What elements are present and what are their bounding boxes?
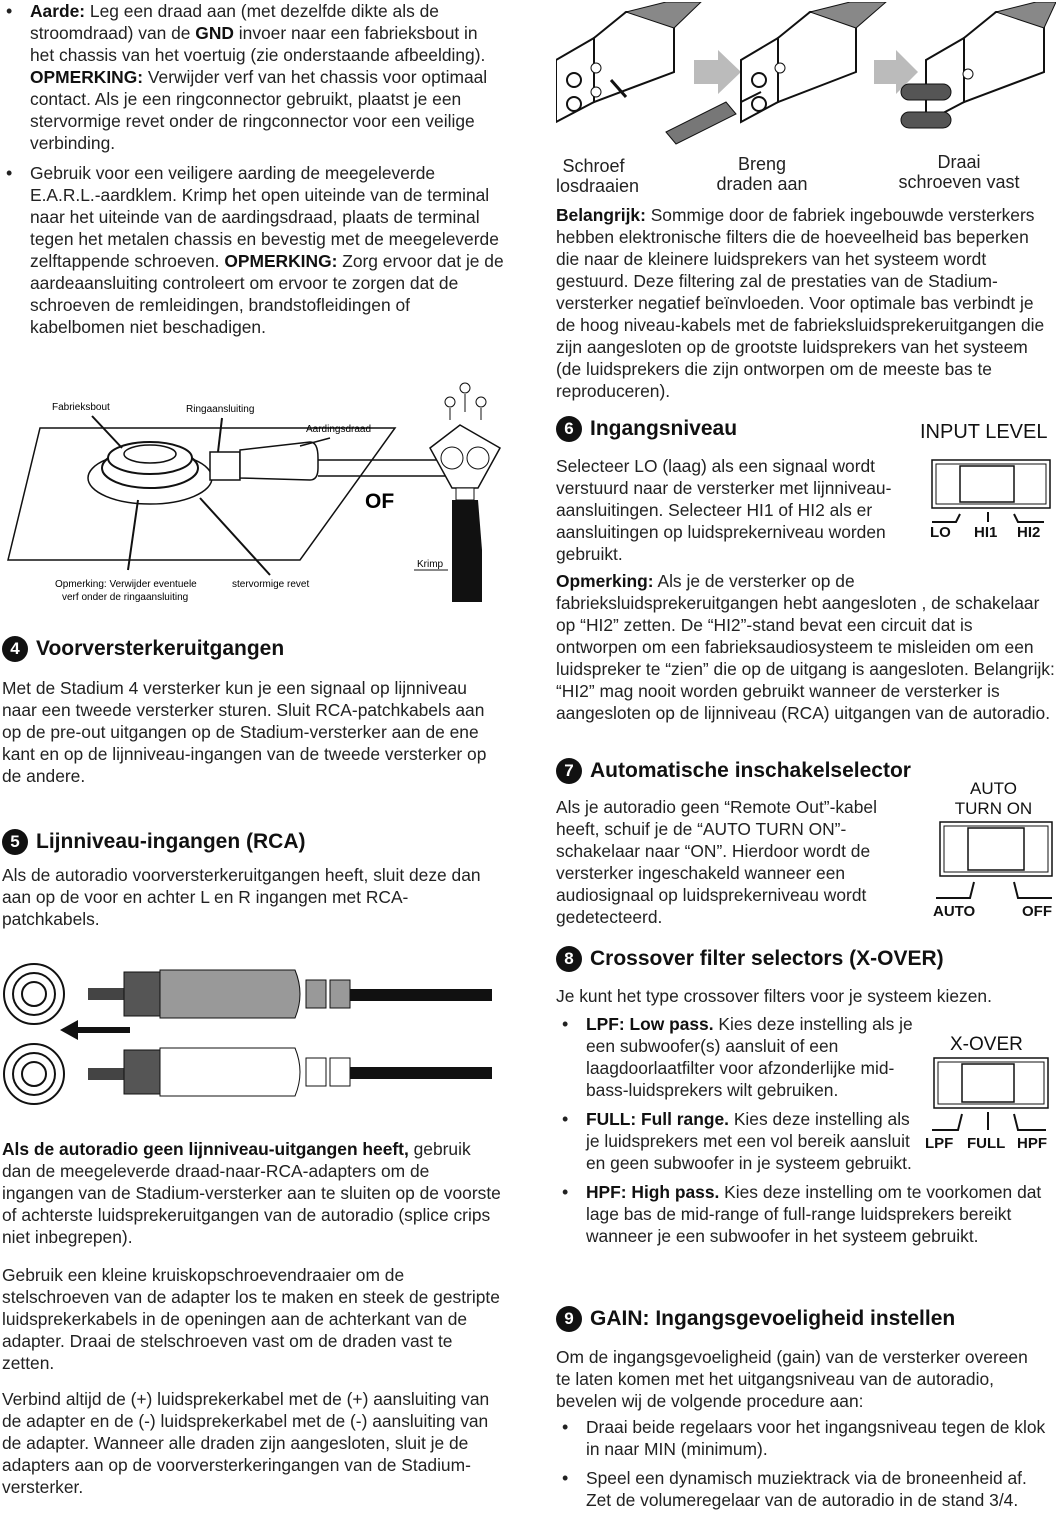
section-title: Crossover filter selectors (X-OVER) [590, 947, 944, 970]
important-note: Belangrijk: Sommige door de fabriek ingebouwde versterkers hebben elektronische filters die de hoeveelheid bas beperken die naar de kleinere luidsprekers van het systeem wordt gestuurd. Deze filtering zal de prestaties van de Stadium-versterker negatief beïnvloeden. Voor optimale bas verbindt je de hoog niveau-kabels met de fabrieksluidsprekeruitgangen die zijn aangesloten op de grootste luidsprekers van het systeem (de luidsprekers die zijn ontworpen om de meeste bas te reproduceren). [556, 205, 1045, 401]
step-3-adapter [901, 2, 1056, 128]
section-6-text: Selecteer LO (laag) als een signaal wordt verstuurd naar de versterker met lijnniveau-aansluitingen. Selecteer HI1 of HI2 als er aansluitingen op luidsprekerniveau worden gebruikt. [556, 456, 892, 564]
section-9-heading [556, 1306, 955, 1332]
section-5-text: Als de autoradio voorversterkeruitgangen heeft, sluit deze dan aan op de voor en achter L en R ingangen met RCA-patchkabels. [2, 865, 481, 929]
switch-label-lo: LO [930, 524, 951, 541]
label-fabrieksbout: Fabrieksbout [52, 402, 110, 413]
step-1-caption: Schroef losdraaien [556, 156, 640, 196]
adapter-steps-diagram [556, 2, 1056, 152]
ground-diagram [0, 380, 510, 610]
label-ringaansluiting: Ringaansluiting [186, 404, 255, 415]
rca-diagram [0, 958, 510, 1108]
auto-turn-on-switch[interactable] [936, 818, 1056, 908]
section-4-text: Met de Stadium 4 versterker kun je een signaal op lijnniveau naar een tweede versterker sturen. Sluit RCA-patchkabels aan op de pre-out uitgangen op de Stadium-versterker aan de ene kant en op de lijnniveau-ingangen van de tweede versterker op de andere. [2, 678, 487, 786]
label-aardingsdraad: Aardingsdraad [306, 424, 372, 435]
section-number-badge: 7 [556, 758, 582, 784]
section-number-badge: 6 [556, 416, 582, 442]
section-5-screw-text: Gebruik een kleine kruiskopschroevendraaier om de stelschroeven van de adapter los te maken en steek de gestripte luidsprekerkabels in de openingen aan de achterkant van de adapter. Draai de stelschroeven vast om de draden vast te zetten. [2, 1265, 500, 1373]
input-level-switch-title: INPUT LEVEL [920, 421, 1048, 443]
step-1-adapter [556, 2, 701, 122]
section-number-badge: 8 [556, 946, 582, 972]
grounding-list [0, 0, 505, 338]
step-3-caption: Draai schroeven vast [898, 152, 1020, 192]
switch-label-full: FULL [967, 1135, 1006, 1152]
list-item: • Speel een dynamisch muziektrack via de broneenheid af. Zet de volumeregelaar van de autoradio in de stand 3/4. [556, 1467, 1056, 1511]
switch-label-lpf: LPF [925, 1135, 954, 1152]
section-number-badge: 4 [2, 636, 28, 662]
switch-label-hpf: HPF [1017, 1135, 1047, 1152]
switch-label-off: OFF [1022, 903, 1052, 920]
section-title: Lijnniveau-ingangen (RCA) [36, 830, 306, 853]
section-title: Automatische inschakelselector [590, 759, 911, 782]
xover-switch-title: X-OVER [950, 1034, 1023, 1055]
section-7-heading [556, 758, 911, 784]
list-item: • Aarde: Leg een draad aan (met dezelfde dikte als de stroomdraad) van de GND invoer naar een fabrieksbout in het chassis van het voertuig (zie onderstaande afbeelding). OPMERKING: Verwijder verf van het chassis voor optimaal contact. Als je een ringconnector gebruikt, plaatst je een stervormige revet onder de ringconnector voor een veilige verbinding. [0, 0, 505, 154]
switch-label-auto: AUTO [933, 903, 976, 920]
section-8-heading [556, 946, 944, 972]
gain-list [556, 1416, 1056, 1511]
list-item: • FULL: Full range. Kies deze instelling als je luidsprekers met een vol bereik aansluit en geen subwoofer in je systeem gebruikt. [556, 1108, 916, 1174]
section-5-heading [2, 829, 306, 855]
section-6-note: Opmerking: Als je de versterker op de fabrieksluidsprekeruitgangen hebt aangesloten , de schakelaar op “HI2” zetten. De “HI2”-stand bevat een circuit dat is ontworpen om een fabrieksaudiosysteem te misleiden om een luidspreker te “zien” die op de uitgang is aangesloten. Belangrijk: “HI2” mag nooit worden gebruikt wanneer de versterker is aangesloten op de lijnniveau (RCA) uitgangen van de autoradio. [556, 571, 1055, 723]
section-title: GAIN: Ingangsgevoeligheid instellen [590, 1307, 956, 1330]
list-item: • Draai beide regelaars voor het ingangsniveau tegen de klok in naar MIN (minimum). [556, 1416, 1056, 1460]
section-number-badge: 9 [556, 1306, 582, 1332]
list-item: • HPF: High pass. Kies deze instelling om te voorkomen dat lage bas de mid-range of full-range luidsprekers bereikt wanneer je een subwoofer in het systeem gebruikt. [556, 1181, 1056, 1247]
section-7-text: Als je autoradio geen “Remote Out”-kabel heeft, schuif je de “AUTO TURN ON”-schakelaar naar “ON”. Hierdoor wordt de versterker ingeschakeld wanneer een audiosignaal op luidsprekerniveau wordt gedetecteerd. [556, 797, 877, 927]
section-8-intro: Je kunt het type crossover filters voor je systeem kiezen. [556, 986, 992, 1006]
label-of: OF [365, 490, 395, 513]
label-krimp: Krimp [417, 559, 444, 570]
section-6-heading [556, 416, 737, 442]
switch-label-hi2: HI2 [1017, 524, 1041, 541]
section-9-text: Om de ingangsgevoeligheid (gain) van de versterker overeen te laten komen met het uitgangsniveau van de autoradio, bevelen wij de volgende procedure aan: [556, 1347, 1028, 1411]
step-2-caption: Breng draden aan [716, 154, 808, 194]
section-number-badge: 5 [2, 829, 28, 855]
section-title: Ingangsniveau [590, 417, 738, 440]
section-5-polarity-text: Verbind altijd de (+) luidsprekerkabel met de (+) aansluiting van de adapter en de (-) luidsprekerkabel met de (-) aansluiting van de adapter. Wanneer alle draden zijn aangesloten, sluit je de adapters aan op de voorversterkeringangen van de Stadium-versterker. [2, 1389, 490, 1497]
list-item: • LPF: Low pass. Kies deze instelling als je een subwoofer(s) aansluit of een laagdoorlaatfilter voor afzonderlijke mid-bass-luidsprekers wilt gebruiken. [556, 1013, 916, 1101]
list-item: • Gebruik voor een veiligere aarding de meegeleverde E.A.R.L.-aardklem. Krimp het open uiteinde van de terminal naar het uiteinde van de aardingsdraad, plaats de terminal tegen het metalen chassis en bevestig met de meegeleverde zelftappende schroeven. OPMERKING: Zorg ervoor dat je de aardeaansluiting controleert om ervoor te zorgen dat de schroeven de remleidingen, brandstofleidingen of kabelbomen niet beschadigen. [0, 162, 505, 338]
crossover-list [556, 1013, 1056, 1247]
label-revet: stervormige revet [232, 579, 310, 590]
label-note1: Opmerking: Verwijder eventuele [55, 579, 197, 590]
section-4-heading [2, 636, 284, 662]
section-5-adapter-text: Als de autoradio geen lijnniveau-uitgangen heeft, gebruik dan de meegeleverde draad-naar-RCA-adapters om de ingangen van de Stadium-versterker aan te sluiten op de voorste of achterste luidsprekeruitgangen van de autoradio (splice crips niet inbegrepen). [2, 1139, 501, 1247]
section-title: Voorversterkeruitgangen [36, 637, 285, 660]
auto-turn-on-switch-title: AUTO TURN ON [954, 779, 1033, 818]
label-note2: verf onder de ringaansluiting [62, 592, 189, 603]
switch-label-hi1: HI1 [974, 524, 998, 541]
